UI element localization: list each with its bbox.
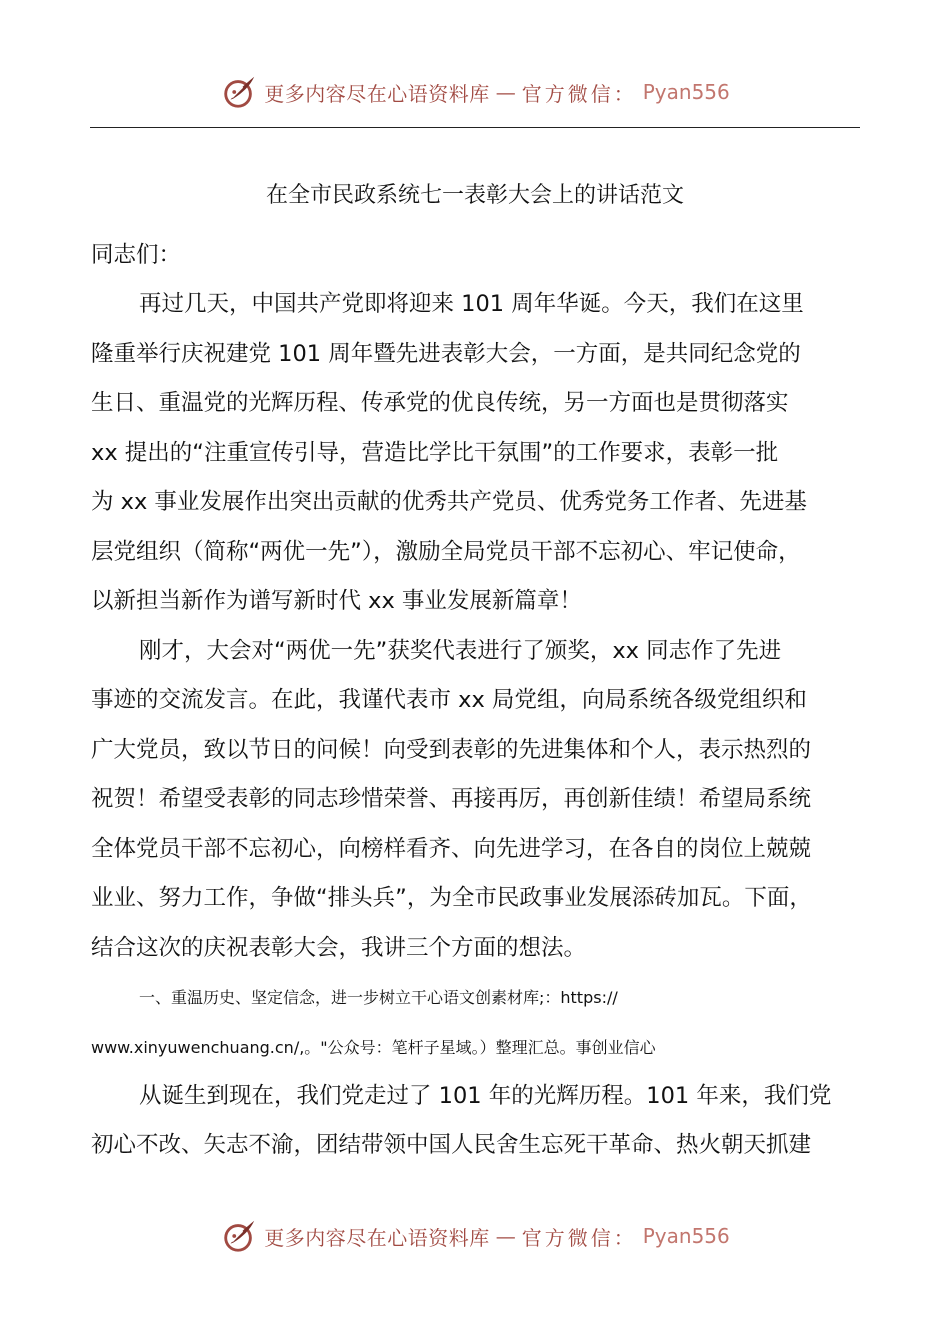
quill-logo-icon <box>220 1217 258 1255</box>
paragraph-line: 隆重举行庆祝建党 101 周年暨先进表彰大会，一方面，是共同纪念党的 <box>91 341 801 367</box>
paragraph-line: 祝贺！希望受表彰的同志珍惜荣誉、再接再厉，再创新佳绩！希望局系统 <box>91 786 812 812</box>
paragraph-line: 从诞生到现在，我们党走过了 101 年的光辉历程。101 年来，我们党 <box>139 1083 832 1109</box>
paragraph-line: 广大党员，致以节日的问候！向受到表彰的先进集体和个人，表示热烈的 <box>91 737 812 763</box>
banner-wechat-label: 官方微信： <box>521 81 637 106</box>
paragraph-line: 结合这次的庆祝表彰大会，我讲三个方面的想法。 <box>91 935 587 961</box>
paragraph-line: 层党组织（简称“两优一先”），激励全局党员干部不忘初心、牢记使命， <box>91 539 801 565</box>
paragraph-line: 生日、重温党的光辉历程、传承党的优良传统，另一方面也是贯彻落实 <box>91 390 789 416</box>
banner-slogan: 更多内容尽在心语资料库 <box>264 1225 490 1250</box>
paragraph-line: 初心不改、矢志不渝，团结带领中国人民舍生忘死干革命、热火朝天抓建 <box>91 1132 812 1158</box>
paragraph-line: 再过几天，中国共产党即将迎来 101 周年华诞。今天，我们在这里 <box>139 291 804 317</box>
footer-banner <box>0 1214 950 1258</box>
paragraph-line: 事迹的交流发言。在此，我谨代表市 xx 局党组，向局系统各级党组织和 <box>91 687 807 713</box>
banner-wechat-label: 官方微信： <box>521 1225 637 1250</box>
header-banner <box>0 70 950 114</box>
quill-logo-icon <box>220 73 258 111</box>
banner-separator: — <box>495 80 516 104</box>
section-heading-continued: www.xinyuwenchuang.cn/,。"公众号：笔杆子星域。）整理汇总。事创业信心 <box>91 1038 656 1057</box>
salutation: 同志们： <box>91 242 182 268</box>
section-heading: 一、重温历史、坚定信念，进一步树立干心语文创素材库;：https:// <box>139 988 618 1007</box>
paragraph-line: 业业、努力工作，争做“排头兵”，为全市民政事业发展添砖加瓦。下面， <box>91 885 812 911</box>
banner-slogan: 更多内容尽在心语资料库 <box>264 81 490 106</box>
banner-wechat-id: Pyan556 <box>642 1224 730 1248</box>
paragraph-line: 刚才，大会对“两优一先”获奖代表进行了颁奖，xx 同志作了先进 <box>139 638 782 664</box>
document-title: 在全市民政系统七一表彰大会上的讲话范文 <box>265 183 684 208</box>
paragraph-line: 以新担当新作为谱写新时代 xx 事业发展新篇章！ <box>91 588 582 614</box>
paragraph-line: xx 提出的“注重宣传引导，营造比学比干氛围”的工作要求，表彰一批 <box>91 440 779 466</box>
banner-separator: — <box>495 1224 516 1248</box>
banner-wechat-id: Pyan556 <box>642 80 730 104</box>
paragraph-line: 为 xx 事业发展作出突出贡献的优秀共产党员、优秀党务工作者、先进基 <box>91 489 807 515</box>
header-divider <box>90 127 860 128</box>
paragraph-line: 全体党员干部不忘初心，向榜样看齐、向先进学习，在各自的岗位上兢兢 <box>91 836 812 862</box>
